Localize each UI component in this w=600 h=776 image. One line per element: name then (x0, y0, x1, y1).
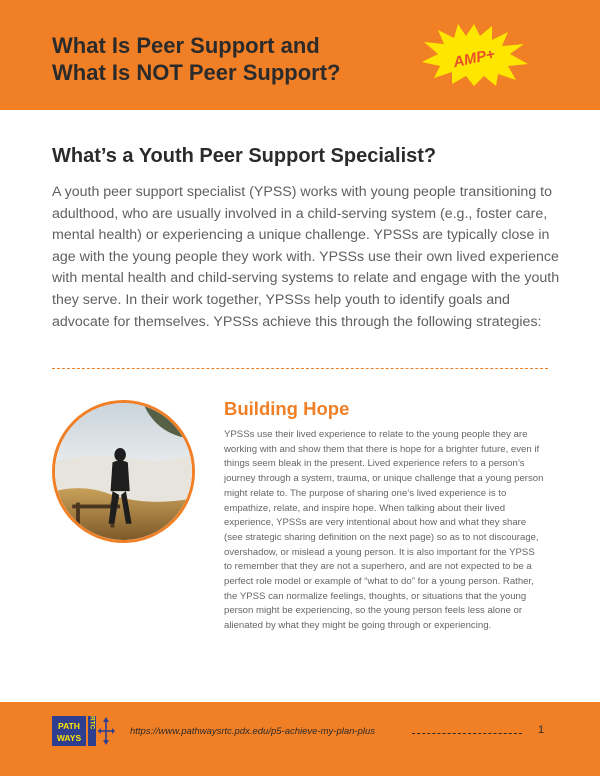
pathways-rtc-logo (52, 716, 116, 746)
footer-banner (0, 702, 600, 776)
strategy-title: Building Hope (224, 398, 350, 419)
section-title: What’s a Youth Peer Support Specialist? (52, 145, 437, 167)
four-way-arrows-icon (98, 717, 115, 745)
page-number: 1 (538, 724, 545, 736)
logo-text-line-1: PATH (58, 721, 80, 731)
page-title-line-2: What Is NOT Peer Support? (52, 60, 341, 85)
badge-label: AMP+ (451, 45, 497, 72)
hiker-photo (52, 400, 195, 543)
footer-dashed-line (412, 733, 522, 734)
footer-url-link[interactable]: https://www.pathwaysrtc.pdx.edu/p5-achieve-my-plan-plus (130, 726, 376, 737)
dashed-divider (52, 368, 548, 369)
amp-plus-badge-icon (418, 22, 530, 88)
page-title-line-1: What Is Peer Support and (52, 33, 320, 58)
logo-side-text: RTC (88, 716, 96, 730)
header-banner (0, 0, 600, 110)
page-title (52, 32, 412, 86)
logo-text-line-2: WAYS (56, 733, 82, 743)
intro-paragraph: A youth peer support specialist (YPSS) works with young people transitioning to adulthood, who are usually involved in a child-serving system (e.g., foster care, mental health) or experiencing a unique challenge. YPSSs are typically close in age with the young people they work with. YPSSs use their own lived experience with mental health and child-serving systems to relate and engage with the youth they serve. In their work together, YPSSs help youth to identify goals and advocate for themselves. YPSSs achieve this through the following strategies: (52, 184, 560, 330)
strategy-body: YPSSs use their lived experience to relate to the young people they are working with and show them that there is hope for a brighter future, even if things seem bleak in the present. Lived experience refers to a person’s journey through a system, trauma, or unique challenge that a young person might relate to. The purpose of sharing one’s lived experience is to empathize, relate, and inspire hope. When talking about their lived experience, YPSSs are very intentional about how and what they share (see strategic sharing definition on the next page) so as to not discourage, overshadow, or mislead a young person. It is also important for the YPSS to remember that they are not a superhero, and are not expected to be a perfect role model or example of “what to do” for a young person. Rather, the YPSS can normalize feelings, thoughts, or situations that the young person might be experiencing, so the young person feels less alone or alienated by what they might be going through or experiencing. (224, 429, 544, 632)
